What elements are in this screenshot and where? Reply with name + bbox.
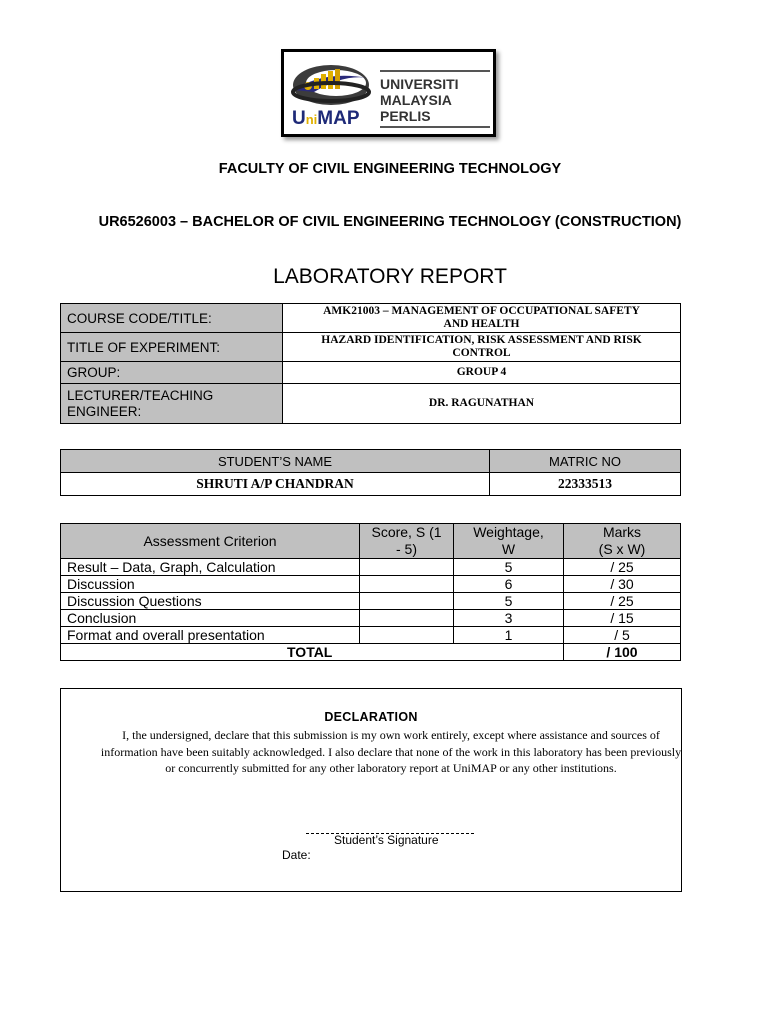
course-value-line-1: AMK21003 – MANAGEMENT OF OCCUPATIONAL SAFETY xyxy=(323,305,640,317)
total-label: TOTAL xyxy=(61,644,564,661)
lecturer-label-line-2: ENGINEER: xyxy=(67,403,142,419)
experiment-row xyxy=(61,333,681,362)
group-row xyxy=(61,362,681,384)
marks-cell: / 25 xyxy=(564,559,681,576)
score-header xyxy=(360,524,454,559)
marks-cell: / 25 xyxy=(564,593,681,610)
score-cell[interactable] xyxy=(360,559,454,576)
group-value: GROUP 4 xyxy=(283,362,681,384)
weight-cell: 5 xyxy=(454,559,564,576)
weight-header-line-1: Weightage, xyxy=(473,524,544,540)
university-line-1: UNIVERSITI xyxy=(380,76,459,92)
course-value xyxy=(283,304,681,333)
weight-cell: 6 xyxy=(454,576,564,593)
score-cell[interactable] xyxy=(360,627,454,644)
assessment-table xyxy=(60,523,681,661)
weight-cell: 5 xyxy=(454,593,564,610)
score-header-line-2: - 5) xyxy=(396,541,417,557)
declaration-text xyxy=(73,727,709,777)
matric-header: MATRIC NO xyxy=(490,450,681,473)
declaration-line-1: I, the undersigned, declare that this submission is my own work entirely, except where assistance and sources of xyxy=(122,728,660,742)
criterion-cell: Format and overall presentation xyxy=(61,627,360,644)
declaration-title: DECLARATION xyxy=(324,710,418,724)
student-name-header: STUDENT’S NAME xyxy=(61,450,490,473)
experiment-value-line-1: HAZARD IDENTIFICATION, RISK ASSESSMENT AND RISK xyxy=(321,334,642,346)
course-label: COURSE CODE/TITLE: xyxy=(61,304,283,333)
criterion-cell: Result – Data, Graph, Calculation xyxy=(61,559,360,576)
course-info-table xyxy=(60,303,681,424)
marks-header xyxy=(564,524,681,559)
weight-cell: 3 xyxy=(454,610,564,627)
marks-header-line-1: Marks xyxy=(602,524,642,540)
table-row xyxy=(61,627,681,644)
declaration-box xyxy=(60,688,682,892)
declaration-line-3: or concurrently submitted for any other laboratory report at UniMAP or any other institutions. xyxy=(165,761,617,775)
lecturer-row xyxy=(61,384,681,424)
score-cell[interactable] xyxy=(360,610,454,627)
score-cell[interactable] xyxy=(360,593,454,610)
total-marks: / 100 xyxy=(564,644,681,661)
lecturer-value: DR. RAGUNATHAN xyxy=(283,384,681,424)
student-table xyxy=(60,449,681,496)
score-header-line-1: Score, S (1 xyxy=(371,524,442,540)
marks-cell: / 15 xyxy=(564,610,681,627)
score-cell[interactable] xyxy=(360,576,454,593)
criterion-header: Assessment Criterion xyxy=(61,524,360,559)
course-row xyxy=(61,304,681,333)
group-label: GROUP: xyxy=(61,362,283,384)
unimap-brand: UniMAP xyxy=(292,108,360,129)
criterion-cell: Discussion Questions xyxy=(61,593,360,610)
marks-cell: / 5 xyxy=(564,627,681,644)
total-row xyxy=(61,644,681,661)
report-title: LABORATORY REPORT xyxy=(273,265,507,288)
marks-cell: / 30 xyxy=(564,576,681,593)
matric-number: 22333513 xyxy=(490,473,681,496)
table-row xyxy=(61,576,681,593)
experiment-label: TITLE OF EXPERIMENT: xyxy=(61,333,283,362)
criterion-cell: Discussion xyxy=(61,576,360,593)
student-header-row xyxy=(61,450,681,473)
table-row xyxy=(61,610,681,627)
table-row xyxy=(61,593,681,610)
weight-header xyxy=(454,524,564,559)
weight-cell: 1 xyxy=(454,627,564,644)
criterion-cell: Conclusion xyxy=(61,610,360,627)
marks-header-line-2: (S x W) xyxy=(598,541,646,557)
lecturer-label-line-1: LECTURER/TEACHING xyxy=(67,387,214,403)
lecturer-label xyxy=(61,384,283,424)
university-logo xyxy=(281,49,496,137)
course-value-line-2: AND HEALTH xyxy=(443,318,520,330)
assessment-header-row xyxy=(61,524,681,559)
university-line-2: MALAYSIA xyxy=(380,92,452,108)
student-name: SHRUTI A/P CHANDRAN xyxy=(61,473,490,496)
declaration-line-2: information have been suitably acknowledged. I also declare that none of the work in this laboratory has been previously xyxy=(100,744,682,759)
university-line-3: PERLIS xyxy=(380,108,431,124)
table-row xyxy=(61,559,681,576)
program-heading: UR6526003 – BACHELOR OF CIVIL ENGINEERING TECHNOLOGY (CONSTRUCTION) xyxy=(98,214,682,230)
experiment-value xyxy=(283,333,681,362)
faculty-heading: FACULTY OF CIVIL ENGINEERING TECHNOLOGY xyxy=(218,161,562,177)
weight-header-line-2: W xyxy=(501,541,516,557)
date-label: Date: xyxy=(282,848,311,862)
student-value-row xyxy=(61,473,681,496)
signature-label: Student’s Signature xyxy=(334,833,439,847)
experiment-value-line-2: CONTROL xyxy=(452,347,511,359)
